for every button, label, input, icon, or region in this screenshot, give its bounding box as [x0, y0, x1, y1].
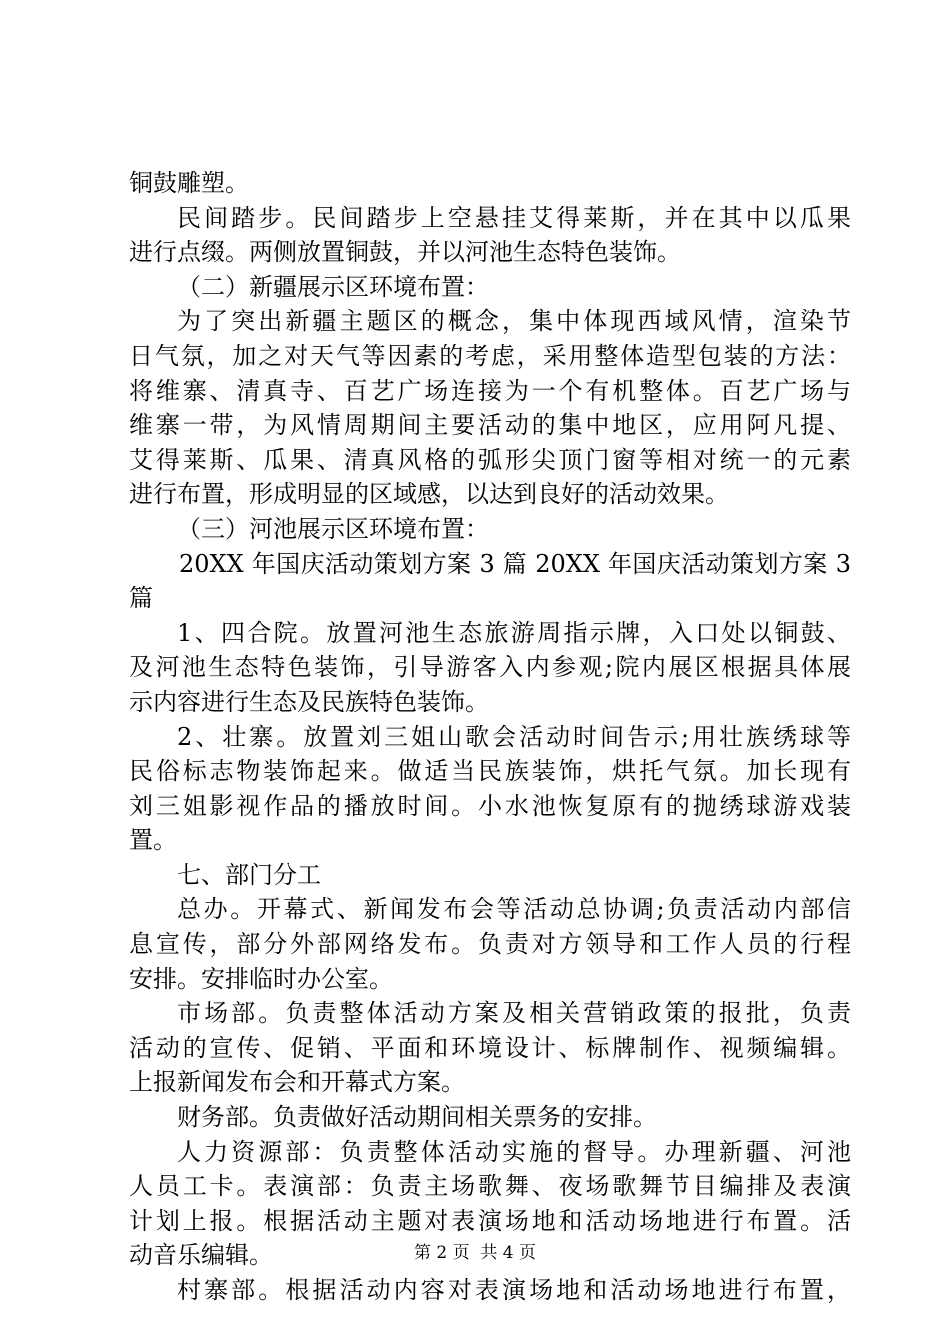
text-line: 活动的宣传、促销、平面和环境设计、标牌制作、视频编辑。 — [129, 1033, 851, 1062]
text-line: 市场部。负责整体活动方案及相关营销政策的报批，负责 — [177, 999, 851, 1028]
text-line: 村寨部。根据活动内容对表演场地和活动场地进行布置， — [177, 1276, 851, 1304]
text-line: 动音乐编辑。 — [129, 1241, 273, 1270]
text-line: 维寨一带，为风情周期间主要活动的集中地区，应用阿凡提、 — [129, 411, 851, 440]
text-line: 计划上报。根据活动主题对表演场地和活动场地进行布置。活 — [129, 1206, 851, 1235]
text-line: 日气氛，加之对天气等因素的考虑，采用整体造型包装的方法： — [129, 341, 851, 370]
text-line: 刘三姐影视作品的播放时间。小水池恢复原有的抛绣球游戏装 — [129, 791, 851, 820]
text-line: 为了突出新疆主题区的概念，集中体现西域风情，渲染节 — [177, 307, 851, 336]
text-line: 1、四合院。放置河池生态旅游周指示牌，入口处以铜鼓、 — [177, 618, 851, 647]
text-line: 七、部门分工 — [177, 860, 321, 889]
text-line: 息宣传，部分外部网络发布。负责对方领导和工作人员的行程 — [129, 930, 851, 959]
text-line: （二）新疆展示区环境布置： — [177, 272, 489, 301]
text-line: 进行点缀。两侧放置铜鼓，并以河池生态特色装饰。 — [129, 238, 681, 267]
text-line: 示内容进行生态及民族特色装饰。 — [129, 687, 489, 716]
text-line: 民间踏步。民间踏步上空悬挂艾得莱斯，并在其中以瓜果 — [177, 203, 851, 232]
text-line: 上报新闻发布会和开幕式方案。 — [129, 1068, 465, 1097]
text-line: 财务部。负责做好活动期间相关票务的安排。 — [177, 1103, 657, 1132]
text-line: 置。 — [129, 826, 177, 855]
document-body — [129, 166, 851, 1308]
text-line: 安排。安排临时办公室。 — [129, 964, 393, 993]
text-line: 进行布置，形成明显的区域感，以达到良好的活动效果。 — [129, 480, 729, 509]
text-line: 铜鼓雕塑。 — [129, 169, 249, 197]
text-line: 人员工卡。表演部：负责主场歌舞、夜场歌舞节目编排及表演 — [129, 1172, 851, 1201]
text-line: 篇 — [129, 584, 153, 613]
text-line: 将维寨、清真寺、百艺广场连接为一个有机整体。百艺广场与 — [129, 376, 851, 405]
text-line: 人力资源部：负责整体活动实施的督导。办理新疆、河池 — [177, 1137, 851, 1166]
text-line: 20XX 年国庆活动策划方案 3 篇 20XX 年国庆活动策划方案 3 — [179, 549, 851, 578]
text-line: 民俗标志物装饰起来。做适当民族装饰，烘托气氛。加长现有 — [129, 757, 851, 786]
text-line: （三）河池展示区环境布置： — [177, 514, 489, 543]
page-number-footer: 第 2 页 共 4 页 — [413, 1243, 537, 1263]
text-line: 及河池生态特色装饰，引导游客入内参观;院内展区根据具体展 — [129, 653, 851, 682]
text-line: 艾得莱斯、瓜果、清真风格的弧形尖顶门窗等相对统一的元素 — [129, 445, 851, 474]
text-line: 2、壮寨。放置刘三姐山歌会活动时间告示;用壮族绣球等 — [177, 722, 851, 751]
text-line: 总办。开幕式、新闻发布会等活动总协调;负责活动内部信 — [177, 895, 851, 924]
